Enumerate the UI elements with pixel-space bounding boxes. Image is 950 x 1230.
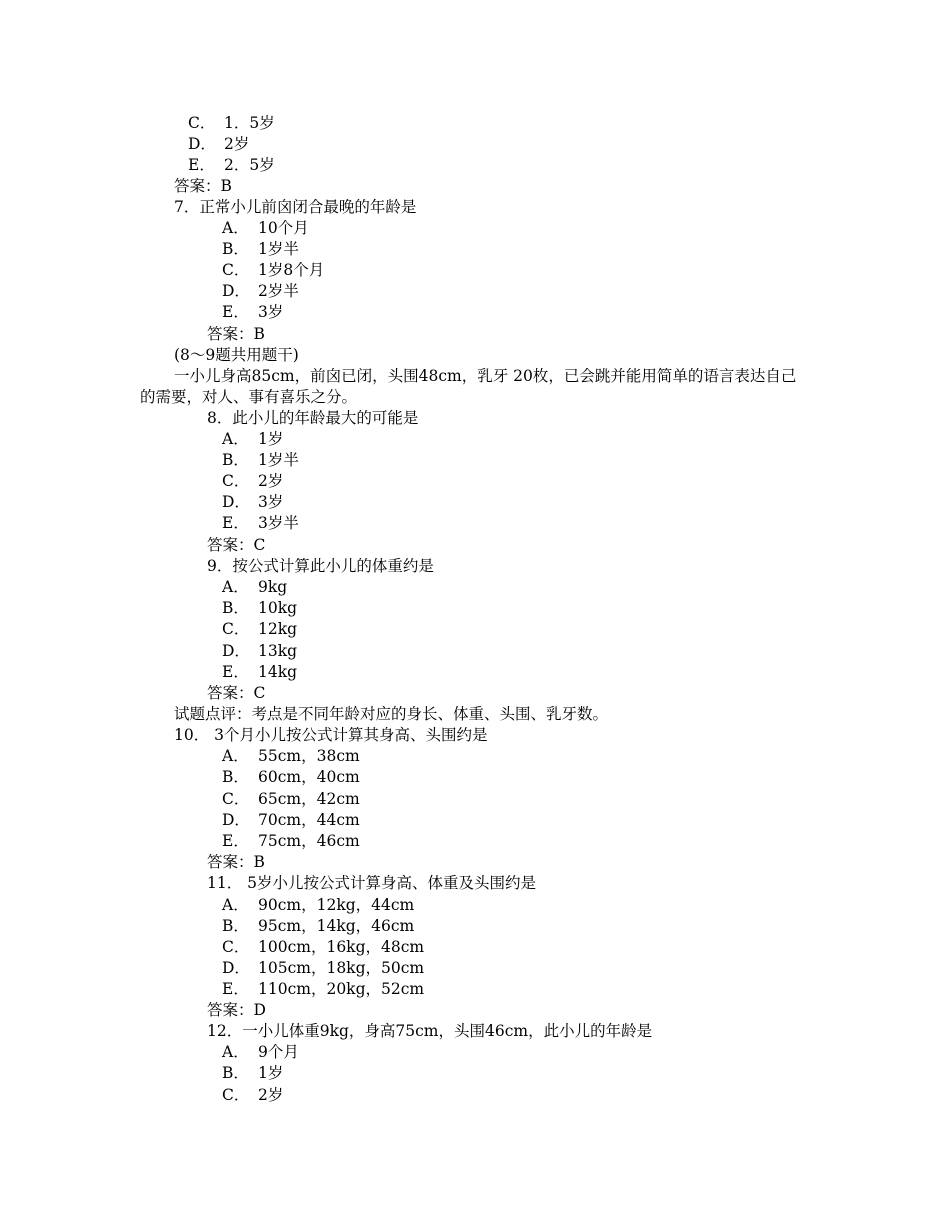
option-text: 90cm，12kg，44cm — [258, 896, 415, 914]
option-text: 2岁 — [258, 472, 284, 490]
option-row — [188, 134, 249, 155]
option-row — [222, 281, 299, 302]
option-text: 2岁 — [258, 1086, 284, 1104]
option-text: 1岁半 — [258, 451, 299, 469]
option-letter: C． — [222, 261, 250, 279]
option-text: 100cm，16kg，48cm — [258, 938, 425, 956]
option-text: 95cm，14kg，46cm — [258, 917, 415, 935]
option-row — [222, 746, 360, 767]
option-letter: B． — [222, 599, 249, 617]
question-stem: 12．一小儿体重9kg，身高75cm，头围46cm，此小儿的年龄是 — [207, 1022, 653, 1040]
option-letter: D． — [188, 135, 216, 153]
option-row — [222, 429, 283, 450]
option-text: 55cm，38cm — [258, 747, 360, 765]
option-text: 2．5岁 — [224, 156, 275, 174]
option-letter: C． — [188, 114, 216, 132]
option-row — [222, 513, 299, 534]
option-text: 9个月 — [258, 1043, 299, 1061]
option-letter: C． — [222, 472, 250, 490]
question-stem: 9．按公式计算此小儿的体重约是 — [207, 557, 434, 575]
option-row — [222, 471, 283, 492]
option-letter: A． — [222, 747, 249, 765]
option-row — [222, 662, 297, 683]
option-row — [222, 492, 283, 513]
option-row — [222, 979, 424, 1000]
option-letter: B． — [222, 917, 249, 935]
option-text: 3岁 — [258, 493, 284, 511]
question-stem: 11． 5岁小儿按公式计算身高、体重及头围约是 — [207, 874, 537, 892]
option-text: 1．5岁 — [224, 114, 275, 132]
option-letter: B． — [222, 1064, 249, 1082]
option-text: 65cm，42cm — [258, 790, 360, 808]
option-row — [188, 113, 275, 134]
comment-line: 试题点评：考点是不同年龄对应的身长、体重、头围、乳牙数。 — [174, 705, 609, 723]
option-letter: D． — [222, 811, 250, 829]
option-text: 3岁 — [258, 303, 284, 321]
option-row — [222, 1042, 299, 1063]
option-row — [222, 577, 287, 598]
answer-line: 答案：C — [207, 536, 266, 554]
option-letter: A． — [222, 578, 249, 596]
option-text: 2岁半 — [258, 282, 299, 300]
option-text: 60cm，40cm — [258, 768, 360, 786]
option-letter: D． — [222, 642, 250, 660]
option-row — [222, 937, 424, 958]
option-row — [222, 1085, 283, 1106]
option-text: 110cm，20kg，52cm — [258, 980, 425, 998]
option-row — [222, 767, 360, 788]
option-row — [222, 789, 360, 810]
option-row — [222, 958, 424, 979]
option-text: 75cm，46cm — [258, 832, 360, 850]
option-text: 9kg — [258, 578, 288, 596]
option-letter: E． — [188, 156, 215, 174]
option-letter: A． — [222, 219, 249, 237]
option-row — [222, 1063, 283, 1084]
option-text: 10个月 — [258, 219, 309, 237]
option-letter: E． — [222, 832, 249, 850]
option-letter: E． — [222, 980, 249, 998]
option-row — [222, 302, 283, 323]
option-row — [222, 916, 414, 937]
option-row — [222, 895, 414, 916]
option-letter: D． — [222, 959, 250, 977]
answer-line: 答案：B — [174, 177, 232, 195]
shared-stem-text: 一小儿身高85cm，前囟已闭，头围48cm，乳牙 20枚，已会跳并能用简单的语言表达自己 — [174, 367, 797, 385]
option-text: 70cm，44cm — [258, 811, 360, 829]
option-row — [222, 810, 360, 831]
option-row — [188, 155, 275, 176]
answer-line: 答案：C — [207, 684, 266, 702]
option-letter: C． — [222, 620, 250, 638]
question-stem: 10． 3个月小儿按公式计算其身高、头围约是 — [174, 726, 488, 744]
option-letter: A． — [222, 896, 249, 914]
option-text: 10kg — [258, 599, 298, 617]
option-letter: E． — [222, 663, 249, 681]
option-text: 1岁 — [258, 430, 284, 448]
option-text: 3岁半 — [258, 514, 299, 532]
option-letter: A． — [222, 430, 249, 448]
option-text: 2岁 — [224, 135, 250, 153]
option-row — [222, 239, 299, 260]
option-row — [222, 619, 297, 640]
option-text: 14kg — [258, 663, 298, 681]
option-letter: B． — [222, 240, 249, 258]
question-stem: 7．正常小儿前囟闭合最晚的年龄是 — [174, 198, 417, 216]
option-text: 1岁半 — [258, 240, 299, 258]
option-letter: D． — [222, 493, 250, 511]
option-row — [222, 218, 309, 239]
option-text: 12kg — [258, 620, 298, 638]
option-row — [222, 641, 297, 662]
option-text: 105cm，18kg，50cm — [258, 959, 425, 977]
answer-line: 答案：B — [207, 325, 265, 343]
question-stem: 8．此小儿的年龄最大的可能是 — [207, 409, 419, 427]
option-letter: D． — [222, 282, 250, 300]
option-letter: C． — [222, 790, 250, 808]
option-letter: A． — [222, 1043, 249, 1061]
option-letter: B． — [222, 768, 249, 786]
option-letter: B． — [222, 451, 249, 469]
option-text: 1岁 — [258, 1064, 284, 1082]
option-letter: E． — [222, 514, 249, 532]
answer-line: 答案：D — [207, 1001, 266, 1019]
option-letter: C． — [222, 1086, 250, 1104]
option-letter: C． — [222, 938, 250, 956]
option-row — [222, 831, 360, 852]
answer-line: 答案：B — [207, 853, 265, 871]
option-row — [222, 598, 297, 619]
option-text: 13kg — [258, 642, 298, 660]
option-row — [222, 450, 299, 471]
option-letter: E． — [222, 303, 249, 321]
option-text: 1岁8个月 — [258, 261, 325, 279]
option-row — [222, 260, 324, 281]
shared-stem-text: 的需要，对人、事有喜乐之分。 — [140, 388, 358, 406]
shared-stem-header: (8～9题共用题干) — [174, 346, 299, 364]
